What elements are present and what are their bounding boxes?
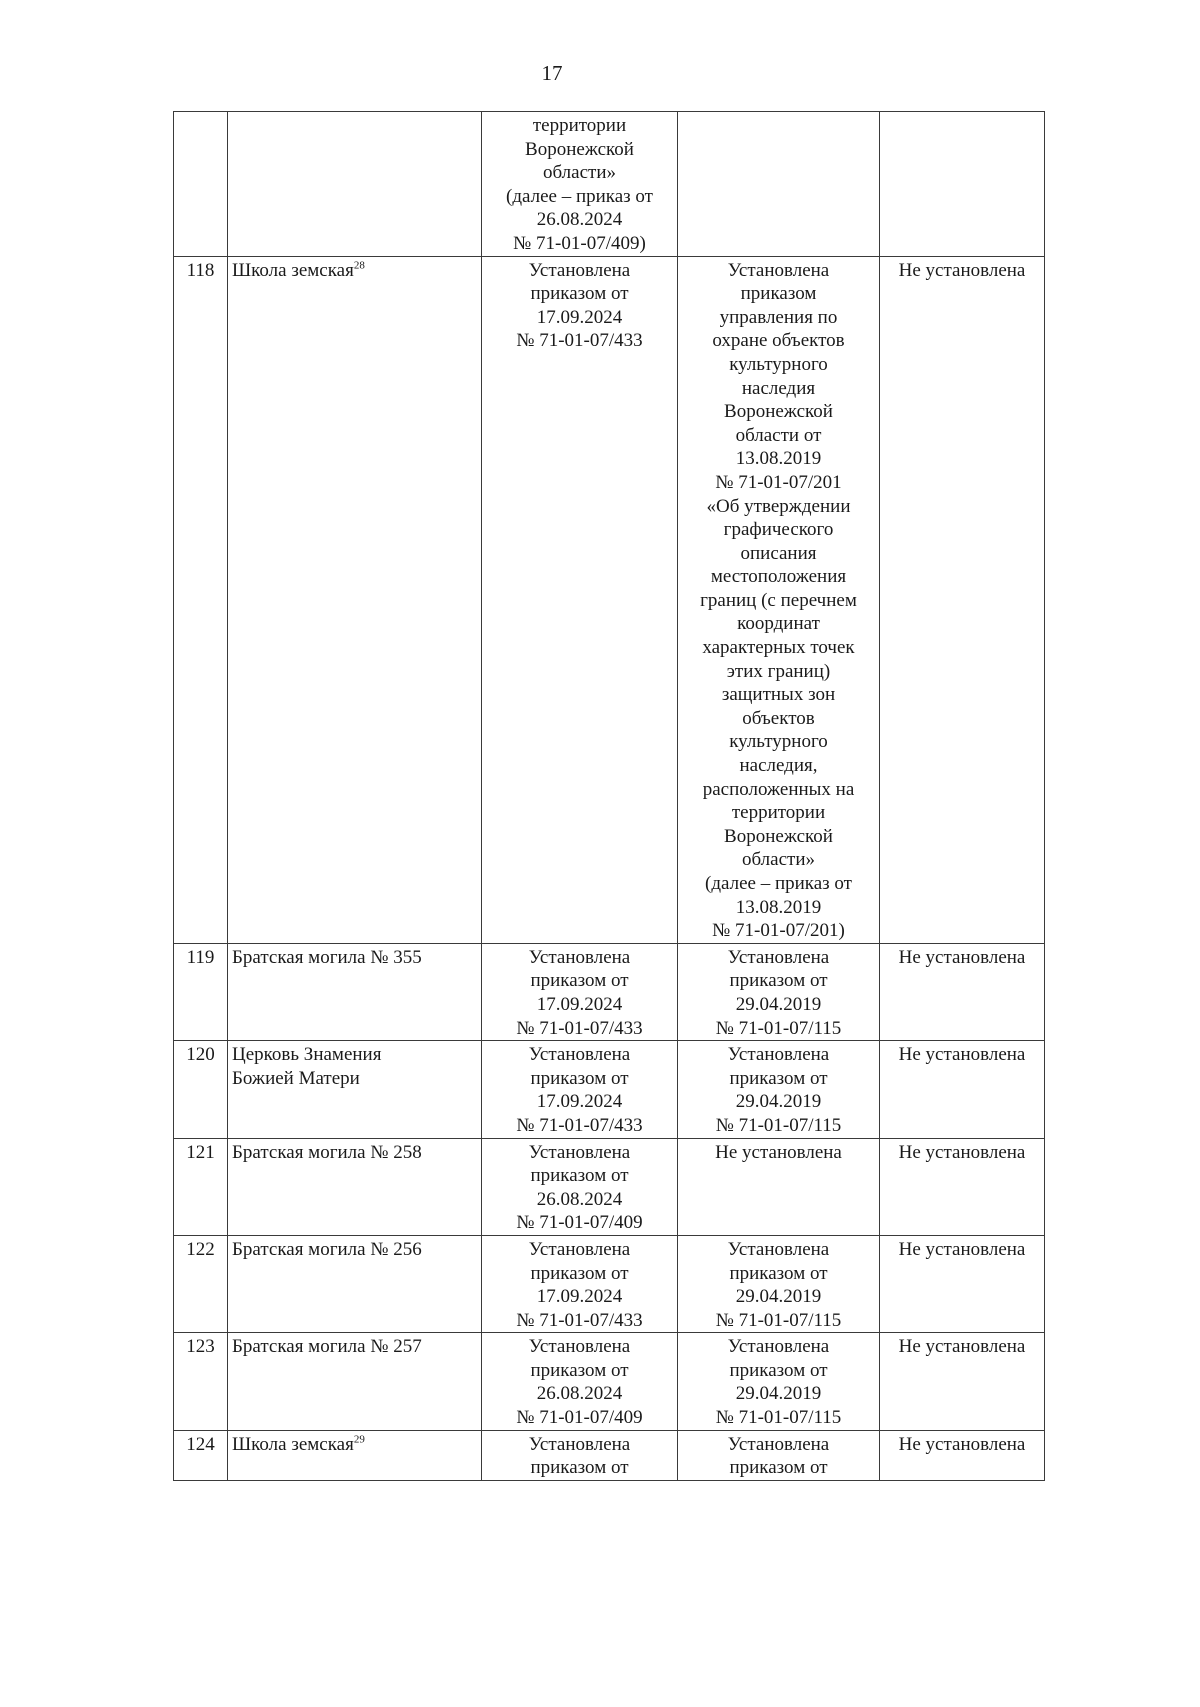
table-row: [174, 256, 1045, 943]
table-row-continuation: [174, 112, 1045, 257]
text-line: приказом от: [729, 1457, 828, 1479]
text-line: Не установлена: [898, 1044, 1026, 1066]
text-line: графического: [723, 519, 834, 541]
cell-protection-zone: [678, 112, 880, 257]
cell-protection-zone: [678, 1333, 880, 1430]
row-number: 120: [186, 1044, 215, 1066]
cell-other-status: [880, 1138, 1045, 1235]
cell-territory-order: [482, 1235, 678, 1332]
text-line: области»: [542, 162, 616, 184]
cell-number: [174, 1333, 228, 1430]
text-line: Не установлена: [898, 1433, 1026, 1455]
text-line: Установлена: [727, 946, 830, 968]
text-line: (далее – приказ от: [506, 185, 653, 207]
row-number: 118: [186, 259, 215, 281]
cell-number: [174, 943, 228, 1040]
text-line: 17.09.2024: [536, 993, 623, 1015]
text-line: приказом от: [530, 970, 629, 992]
cell-object-name: [228, 943, 482, 1040]
cell-object-name: [228, 1430, 482, 1480]
text-line: Установлена: [528, 946, 631, 968]
text-line: приказом от: [530, 1457, 629, 1479]
cell-object-name: [228, 1041, 482, 1138]
text-line: приказом от: [729, 970, 828, 992]
text-line: расположенных на: [702, 778, 855, 800]
cell-protection-zone: [678, 256, 880, 943]
cell-territory-order: [482, 943, 678, 1040]
text-line: 26.08.2024: [536, 209, 623, 231]
text-line: Воронежской: [724, 401, 833, 423]
cell-protection-zone: [678, 1041, 880, 1138]
text-line: области»: [741, 849, 815, 871]
cell-number: [174, 1235, 228, 1332]
text-line: Установлена: [528, 1044, 631, 1066]
table-row: [174, 1138, 1045, 1235]
text-line: 13.08.2019: [735, 448, 822, 470]
row-number: 122: [186, 1238, 215, 1260]
table-row: [174, 943, 1045, 1040]
text-line: приказом от: [530, 1262, 629, 1284]
text-line: Установлена: [727, 259, 830, 281]
text-line: № 71-01-07/433: [516, 1114, 643, 1136]
table-row: [174, 1041, 1045, 1138]
text-line: территории: [532, 115, 627, 136]
text-line: 26.08.2024: [536, 1188, 623, 1210]
text-line: Установлена: [727, 1238, 830, 1260]
text-line: характерных точек: [702, 637, 855, 659]
text-line: Не установлена: [898, 259, 1026, 281]
object-name-line: Божией Матери: [232, 1067, 360, 1089]
cell-object-name: [228, 112, 482, 257]
text-line: Установлена: [528, 1238, 631, 1260]
cell-number: [174, 1041, 228, 1138]
text-line: приказом от: [530, 1165, 629, 1187]
table-row: [174, 1235, 1045, 1332]
heritage-objects-table: [173, 111, 1045, 1481]
row-number: 119: [186, 946, 215, 968]
text-line: управления по: [719, 306, 838, 328]
object-name-with-footnote: [232, 1433, 477, 1457]
text-line: этих границ): [726, 660, 831, 682]
cell-object-name: [228, 1138, 482, 1235]
row-number: 123: [186, 1336, 215, 1358]
text-line: культурного: [729, 353, 828, 375]
cell-object-name: [228, 1235, 482, 1332]
text-line: 17.09.2024: [536, 306, 623, 328]
text-line: Воронежской: [724, 825, 833, 847]
table-row: [174, 1430, 1045, 1480]
text-line: № 71-01-07/409: [516, 1212, 643, 1234]
cell-other-status: [880, 1041, 1045, 1138]
object-name-line: Братская могила № 258: [232, 1141, 422, 1163]
cell-number: [174, 112, 228, 257]
text-line: Не установлена: [898, 1141, 1026, 1163]
cell-other-status: [880, 1235, 1045, 1332]
object-name-line: Братская могила № 257: [232, 1336, 422, 1358]
footnote-marker: 28: [353, 259, 365, 272]
text-line: Воронежской: [525, 138, 634, 160]
text-line: Установлена: [528, 1141, 631, 1163]
text-line: границ (с перечнем: [700, 589, 857, 611]
row-number: 121: [186, 1141, 215, 1163]
text-line: 29.04.2019: [735, 1091, 822, 1113]
object-name-line: Церковь Знамения: [232, 1044, 382, 1066]
cell-number: [174, 1138, 228, 1235]
text-line: наследия,: [739, 755, 818, 777]
text-line: Установлена: [727, 1433, 830, 1455]
text-line: охране объектов: [712, 330, 845, 352]
text-line: 13.08.2019: [735, 896, 822, 918]
text-line: 26.08.2024: [536, 1383, 623, 1405]
page-number: 17: [541, 61, 563, 85]
cell-protection-zone: [678, 1430, 880, 1480]
text-line: приказом от: [530, 1067, 629, 1089]
text-line: № 71-01-07/201): [712, 920, 845, 942]
object-name-line: Братская могила № 355: [232, 946, 422, 968]
text-line: Не установлена: [898, 1336, 1026, 1358]
cell-territory-order: [482, 256, 678, 943]
text-line: Установлена: [528, 259, 631, 281]
text-line: Установлена: [528, 1336, 631, 1358]
text-line: приказом от: [729, 1262, 828, 1284]
text-line: № 71-01-07/115: [715, 1407, 842, 1429]
cell-number: [174, 256, 228, 943]
table-row: [174, 1333, 1045, 1430]
text-line: № 71-01-07/115: [715, 1114, 842, 1136]
text-line: приказом от: [729, 1067, 828, 1089]
text-line: № 71-01-07/115: [715, 1017, 842, 1039]
cell-object-name: [228, 1333, 482, 1430]
text-line: 29.04.2019: [735, 1383, 822, 1405]
cell-protection-zone: [678, 1235, 880, 1332]
text-line: приказом от: [729, 1359, 828, 1381]
text-line: Установлена: [727, 1336, 830, 1358]
text-line: описания: [740, 542, 817, 564]
text-line: 29.04.2019: [735, 1286, 822, 1308]
text-line: Установлена: [528, 1433, 631, 1455]
object-name-with-footnote: [232, 259, 477, 283]
text-line: № 71-01-07/409: [516, 1407, 643, 1429]
text-line: «Об утверждении: [706, 495, 851, 517]
text-line: (далее – приказ от: [705, 873, 852, 894]
footnote-marker: 29: [353, 1433, 365, 1446]
text-line: культурного: [729, 731, 828, 753]
object-name-line: Братская могила № 256: [232, 1238, 422, 1260]
text-line: 29.04.2019: [735, 993, 822, 1015]
cell-other-status: [880, 1430, 1045, 1480]
row-number: 124: [186, 1433, 215, 1455]
cell-territory-order: [482, 1138, 678, 1235]
text-line: приказом: [740, 283, 817, 305]
text-line: 17.09.2024: [536, 1286, 623, 1308]
text-line: Не установлена: [715, 1141, 842, 1163]
cell-number: [174, 1430, 228, 1480]
cell-protection-zone: [678, 1138, 880, 1235]
cell-other-status: [880, 943, 1045, 1040]
text-line: приказом от: [530, 1359, 629, 1381]
text-line: № 71-01-07/115: [715, 1309, 842, 1331]
cell-other-status: [880, 1333, 1045, 1430]
text-line: № 71-01-07/433: [516, 1309, 643, 1331]
text-line: Не установлена: [898, 1238, 1026, 1260]
text-line: Установлена: [727, 1044, 830, 1066]
text-line: территории: [731, 802, 826, 824]
text-line: наследия: [741, 377, 816, 399]
cell-territory-order: [482, 112, 678, 257]
text-line: приказом от: [530, 283, 629, 305]
cell-protection-zone: [678, 943, 880, 1040]
text-line: № 71-01-07/409): [513, 232, 646, 254]
text-line: объектов: [742, 707, 815, 729]
cell-object-name: [228, 256, 482, 943]
text-line: Не установлена: [898, 946, 1026, 968]
object-name-line: Школа земская: [232, 259, 354, 281]
object-name-line: Школа земская: [232, 1433, 354, 1455]
text-line: № 71-01-07/433: [516, 1017, 643, 1039]
text-line: местоположения: [710, 566, 847, 588]
cell-other-status: [880, 112, 1045, 257]
text-line: № 71-01-07/433: [516, 330, 643, 352]
cell-other-status: [880, 256, 1045, 943]
cell-territory-order: [482, 1333, 678, 1430]
text-line: области от: [735, 424, 822, 446]
text-line: № 71-01-07/201: [715, 471, 842, 493]
text-line: координат: [737, 613, 820, 635]
cell-territory-order: [482, 1430, 678, 1480]
text-line: защитных зон: [721, 684, 836, 706]
cell-territory-order: [482, 1041, 678, 1138]
text-line: 17.09.2024: [536, 1091, 623, 1113]
